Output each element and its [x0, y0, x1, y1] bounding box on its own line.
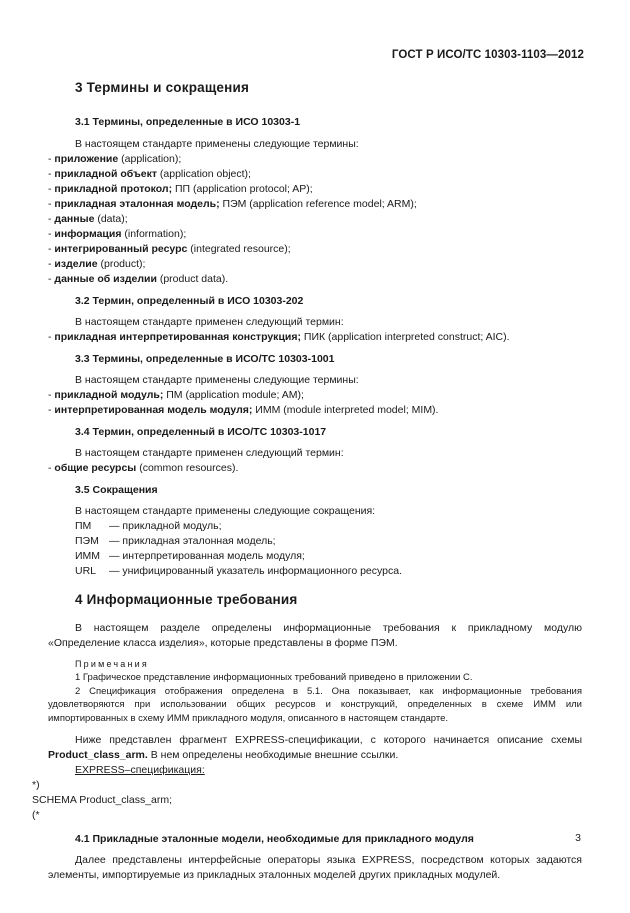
section-4-title: 4 Информационные требования	[75, 592, 298, 607]
subsection-4-1-paragraph: Далее представлены интерфейсные операторы языка EXPRESS, посредством которых задаются элементы, импортируемые из прикладных эталонных моделей других прикладных модулей.	[48, 854, 582, 881]
express-intro-paragraph: Ниже представлен фрагмент EXPRESS-спецификации, с которого начинается описание схемы Product_class_arm. В нем определены необходимые внешние ссылки.	[48, 734, 582, 761]
subsection-3-5-title: 3.5 Сокращения	[75, 484, 158, 496]
document-code-header: ГОСТ Р ИСО/ТС 10303-1103—2012	[391, 49, 584, 61]
term-item: - прикладной протокол; ПП (application protocol; AP);	[48, 183, 313, 195]
abbreviation-row: ПМ — прикладной модуль;	[75, 520, 222, 532]
subsection-3-5-intro: В настоящем стандарте применены следующие сокращения:	[75, 505, 376, 517]
code-line: (*	[32, 809, 40, 821]
express-label: EXPRESS–спецификация:	[75, 764, 205, 776]
term-item: - прикладной модуль; ПМ (application module; AM);	[48, 389, 304, 401]
code-line: SCHEMA Product_class_arm;	[32, 794, 173, 806]
term-item: - интерпретированная модель модуля; ИММ (module interpreted model; MIM).	[48, 404, 439, 416]
abbreviation-row: URL — унифицированный указатель информационного ресурса.	[75, 565, 402, 577]
term-item: - общие ресурсы (common resources).	[48, 462, 239, 474]
section-3-title: 3 Термины и сокращения	[75, 80, 250, 95]
subsection-3-3-title: 3.3 Термины, определенные в ИСО/ТС 10303-1001	[75, 353, 335, 365]
abbreviation-row: ПЭМ — прикладная эталонная модель;	[75, 535, 276, 547]
notes-heading: Примечания	[75, 659, 149, 669]
abbreviation-row: ИММ — интерпретированная модель модуля;	[75, 550, 305, 562]
subsection-3-2-intro: В настоящем стандарте применен следующий термин:	[75, 316, 344, 328]
term-item: - изделие (product);	[48, 258, 146, 270]
term-item: - прикладная интерпретированная конструкция; ПИК (application interpreted construct; AIC).	[48, 331, 510, 343]
term-item: - данные (data);	[48, 213, 128, 225]
subsection-3-4-title: 3.4 Термин, определенный в ИСО/ТС 10303-1017	[75, 426, 327, 438]
term-item: - прикладной объект (application object);	[48, 168, 251, 180]
code-line: *)	[32, 779, 40, 791]
term-item: - информация (information);	[48, 228, 187, 240]
term-item: - данные об изделии (product data).	[48, 273, 229, 285]
subsection-3-4-intro: В настоящем стандарте применен следующий термин:	[75, 447, 344, 459]
subsection-3-2-title: 3.2 Термин, определенный в ИСО 10303-202	[75, 295, 304, 307]
note-2: 2 Спецификация отображения определена в 5.1. Она показывает, как информационные требования удовлетворяются при использовании общих ресурсов и конструкций, определенных в схеме ИММ или импортированных в схему ИММ прикладного модуля, описанного в настоящем стандарте.	[48, 685, 582, 724]
section-4-intro-paragraph: В настоящем разделе определены информационные требования к прикладному модулю «Определение класса изделия», которые представлены в форме ПЭМ.	[48, 622, 582, 649]
page-content	[32, 80, 582, 883]
term-item: - приложение (application);	[48, 153, 182, 165]
notes-block	[48, 671, 582, 725]
subsection-4-1-title: 4.1 Прикладные эталонные модели, необходимые для прикладного модуля	[75, 833, 474, 845]
page-number: 3	[575, 832, 581, 844]
term-item: - прикладная эталонная модель; ПЭМ (application reference model; ARM);	[48, 198, 417, 210]
subsection-3-3-intro: В настоящем стандарте применены следующие термины:	[75, 374, 359, 386]
note-1: 1 Графическое представление информационных требований приведено в приложении С.	[75, 672, 473, 683]
subsection-3-1-intro: В настоящем стандарте применены следующие термины:	[75, 138, 359, 150]
term-item: - интегрированный ресурс (integrated resource);	[48, 243, 291, 255]
subsection-3-1-title: 3.1 Термины, определенные в ИСО 10303-1	[75, 116, 301, 128]
